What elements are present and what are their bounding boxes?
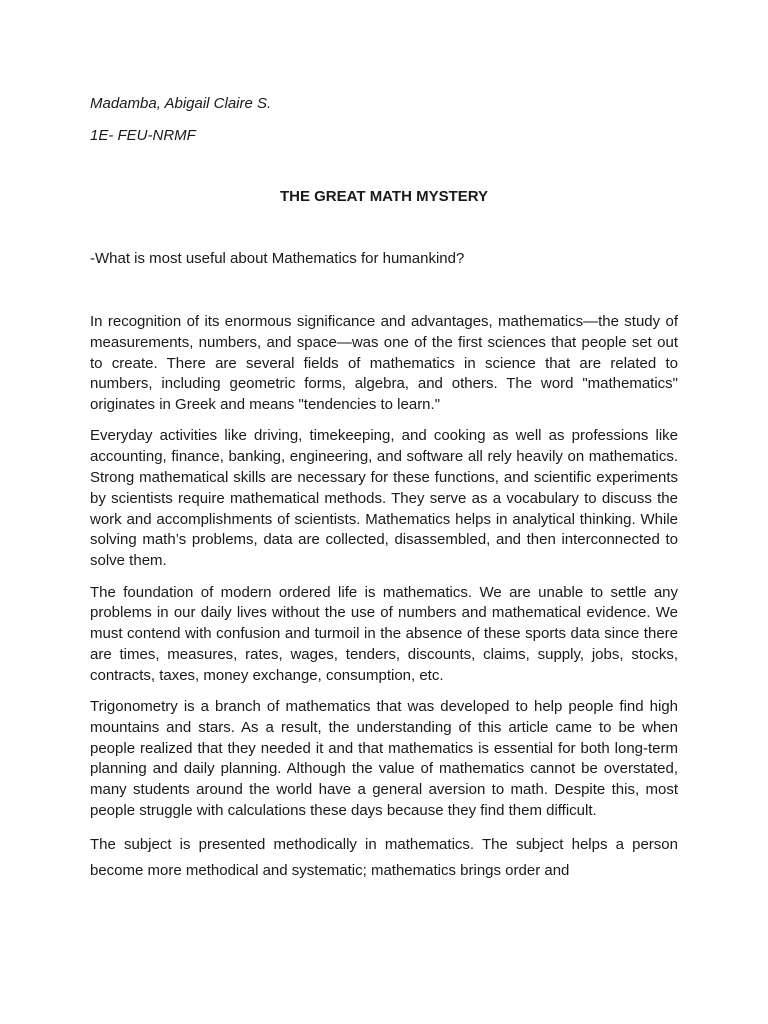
paragraph-5: The subject is presented methodically in mathematics. The subject helps a person become more methodical and systematic; mathematics brings order and	[90, 836, 678, 880]
paragraph-2: Everyday activities like driving, timekeeping, and cooking as well as professions like accounting, finance, banking, engineering, and software all rely heavily on mathematics. Strong mathematical skills are necessary for these functions, and scientific experiments by scientists require mathematical methods. They serve as a vocabulary to discuss the work and accomplishments of scientists. Mathematics helps in analytical thinking. While solving math’s problems, data are collected, disassembled, and then interconnected to solve them.	[90, 427, 678, 570]
paragraph-3: The foundation of modern ordered life is mathematics. We are unable to settle any problems in our daily lives without the use of numbers and mathematical evidence. We must contend with confusion and turmoil in the absence of these sports data since there are times, measures, rates, wages, tenders, discounts, claims, supply, jobs, stocks, contracts, taxes, money exchange, consumption, etc.	[90, 583, 678, 684]
author-section: 1E- FEU-NRMF	[90, 127, 196, 144]
document-title: THE GREAT MATH MYSTERY	[279, 188, 489, 205]
essay-body	[90, 312, 678, 895]
guiding-question: -What is most useful about Mathematics for humankind?	[90, 250, 465, 267]
paragraph-1: In recognition of its enormous significance and advantages, mathematics—the study of measurements, numbers, and space—was one of the first sciences that people set out to create. There are several fields of mathematics in science that are related to numbers, including geometric forms, algebra, and others. The word "mathematics" originates in Greek and means "tendencies to learn."	[90, 313, 678, 414]
author-name: Madamba, Abigail Claire S.	[90, 95, 272, 112]
paragraph-4: Trigonometry is a branch of mathematics that was developed to help people find high mountains and stars. As a result, the understanding of this article came to be when people realized that they needed it and that mathematics is essential for both long-term planning and daily planning. Although the value of mathematics cannot be overstated, many students around the world have a general aversion to math. Despite this, most people struggle with calculations these days because they find them difficult.	[90, 698, 678, 820]
